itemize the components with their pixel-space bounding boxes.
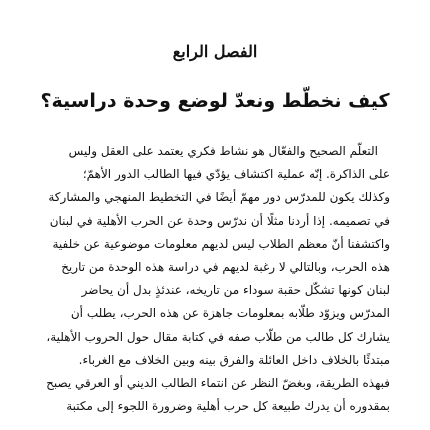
- paragraph-line: واكتشفنا أنّ معظم الطلاب ليس لديهم معلومات موضوعية عن خلفية: [52, 236, 390, 251]
- body-paragraph: [40, 140, 390, 418]
- paragraph-line: لبنان كونها تشكّل حقبة سوداء من تاريخه، عندئذٍ بدل أن يحاضر: [81, 283, 390, 298]
- paragraph-line: المدرّس ويزوّد طلّابه بمعلومات جاهزة عن هذه الحرب، يطلب أن: [70, 306, 390, 321]
- paragraph-line: التعلّم الصحيح والفعّال هو نشاط فكري يعتمد على العقل وليس: [68, 144, 378, 158]
- paragraph-line: على الذاكرة. إنّه عملية اكتشاف يؤدّي فيها الطالب الدور الأهمّ؛: [82, 167, 390, 182]
- paragraph-line: بمقدوره أن يدرك طبيعة كل حرب أهلية وضرورة اللجوء إلى مكتبة: [66, 399, 390, 414]
- paragraph-line: فبهذه الطريقة، وبغضّ النظر عن انتماء الطالب الديني أو العرقي يصبح: [46, 375, 390, 390]
- paragraph-line: هذه الحرب، وبالتالي لا رغبة لديهم في دراسة هذه الوحدة من تاريخ: [61, 259, 390, 274]
- paragraph-line: وكذلك يكون للمدرّس دور مهمّ أيضًا في التخطيط المنهجي والمشاركة: [48, 190, 390, 205]
- paragraph-line: في تصميمه. إذا أردنا مثلًا أن ندرّس وحدة عن الحرب الأهلية في لبنان: [49, 213, 390, 228]
- paragraph-line: مبتدئًا بالخلاف داخل العائلة والفرق بينه وبين الخلاف مع الغرباء.: [78, 352, 390, 367]
- chapter-heading: الفصل الرابع: [172, 42, 258, 61]
- section-title: كيف نخطّط ونعدّ لوضع وحدة دراسية؟: [40, 90, 390, 112]
- paragraph-line: يشارك كل طالب من طلّاب صفه في كتابة مقال حول الحروب الأهلية،: [46, 329, 390, 344]
